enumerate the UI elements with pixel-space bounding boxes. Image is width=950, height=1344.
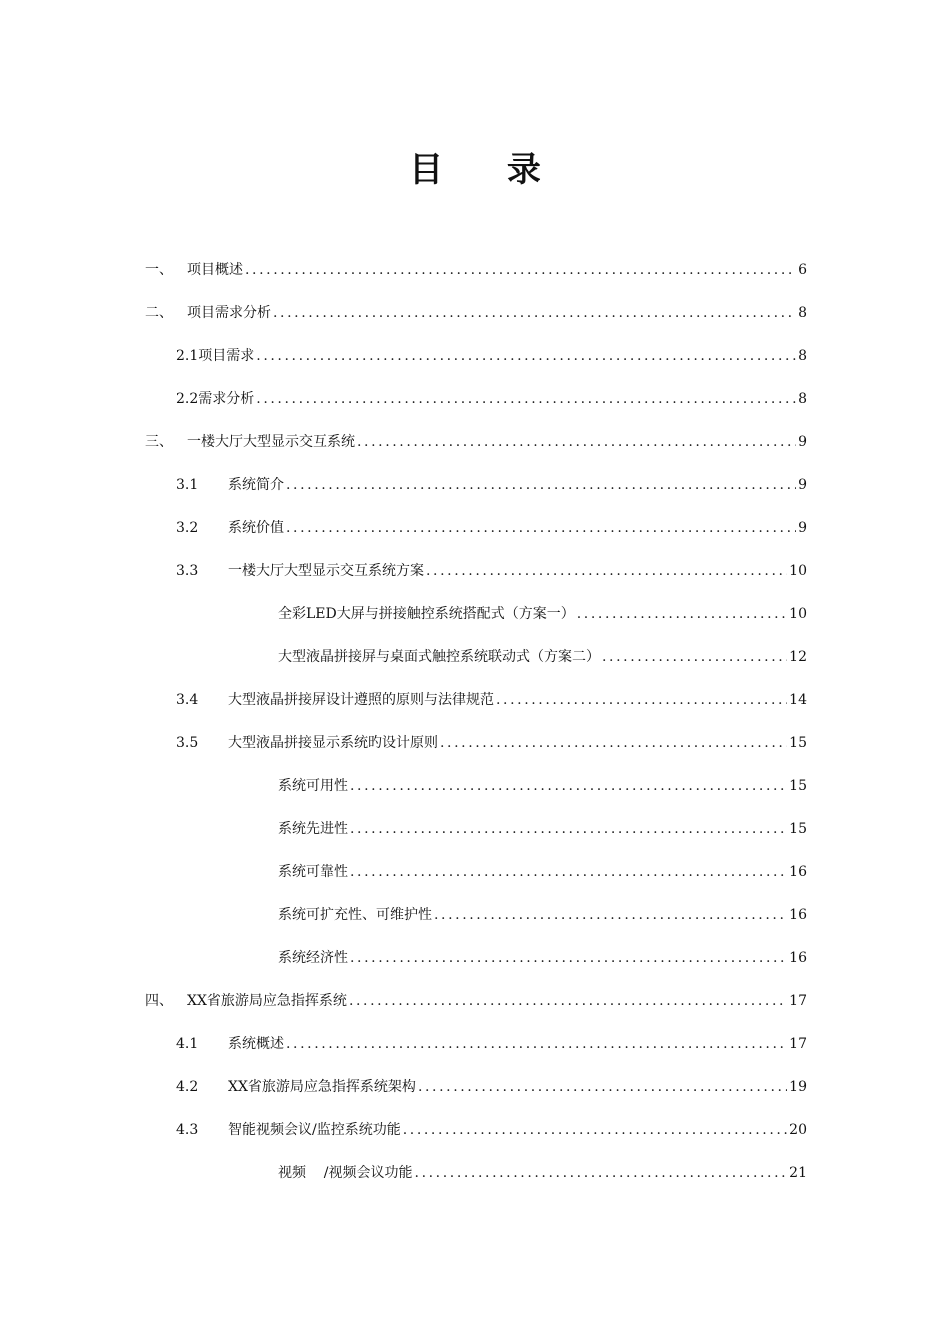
- toc-entry-page: 19: [789, 1079, 807, 1095]
- toc-entry[interactable]: [278, 895, 807, 935]
- toc-dot-leader: [426, 551, 787, 591]
- toc-entry[interactable]: [278, 594, 807, 634]
- toc-entry-number: 3.4: [176, 692, 199, 708]
- toc-entry[interactable]: [176, 1110, 807, 1150]
- toc-entry-page: 21: [789, 1165, 807, 1181]
- toc-entry-page: 17: [789, 1036, 807, 1052]
- toc-entry-number: 3.5: [176, 735, 199, 751]
- toc-entry-page: 10: [789, 563, 807, 579]
- toc-entry-title: 系统可扩充性、可维护性: [278, 907, 432, 923]
- toc-entry[interactable]: [278, 938, 807, 978]
- toc-dot-leader: [496, 680, 787, 720]
- toc-entry[interactable]: [145, 250, 807, 290]
- toc-entry[interactable]: [145, 422, 807, 462]
- toc-entry-title: 2.2需求分析: [176, 391, 255, 407]
- toc-entry-title: 项目需求分析: [187, 305, 271, 321]
- toc-entry-title: 全彩LED大屏与拼接触控系统搭配式（方案一）: [278, 606, 575, 622]
- toc-dot-leader: [418, 1067, 787, 1107]
- toc-entry-number: 三、: [145, 434, 173, 450]
- toc-dot-leader: [256, 336, 796, 376]
- toc-entry-title: 智能视频会议/监控系统功能: [228, 1122, 401, 1138]
- toc-entry[interactable]: [278, 637, 807, 677]
- toc-entry[interactable]: [176, 465, 807, 505]
- toc-dot-leader: [350, 938, 787, 978]
- toc-entry-page: 15: [789, 821, 807, 837]
- toc-dot-leader: [577, 594, 787, 634]
- toc-entry-page: 16: [789, 950, 807, 966]
- toc-entry-page: 14: [789, 692, 807, 708]
- toc-dot-leader: [273, 293, 796, 333]
- toc-entry-title: 系统可用性: [278, 778, 348, 794]
- toc-entry-page: 6: [798, 262, 807, 278]
- toc-entry-title: 系统简介: [228, 477, 284, 493]
- toc-entry[interactable]: [278, 809, 807, 849]
- page-title: 目 录: [409, 150, 567, 190]
- toc-entry-title: XX省旅游局应急指挥系统架构: [228, 1079, 416, 1095]
- toc-entry-number: 二、: [145, 305, 173, 321]
- toc-entry[interactable]: [176, 723, 807, 763]
- toc-entry-number: 3.2: [176, 520, 199, 536]
- toc-entry-page: 16: [789, 907, 807, 923]
- toc-entry[interactable]: [176, 508, 807, 548]
- toc-entry-page: 12: [789, 649, 807, 665]
- toc-entry-page: 8: [798, 391, 807, 407]
- toc-entry-number: 3.1: [176, 477, 199, 493]
- toc-entry-page: 15: [789, 778, 807, 794]
- toc-entry-number: 一、: [145, 262, 173, 278]
- toc-entry-title: XX省旅游局应急指挥系统: [187, 993, 347, 1009]
- toc-dot-leader: [434, 895, 787, 935]
- toc-entry-title: 2.1项目需求: [176, 348, 255, 364]
- toc-entry[interactable]: [145, 981, 807, 1021]
- toc-entry-page: 9: [798, 434, 807, 450]
- toc-entry[interactable]: [176, 336, 807, 376]
- toc-entry-title: 系统经济性: [278, 950, 348, 966]
- toc-entry-number: 4.3: [176, 1122, 199, 1138]
- toc-entry[interactable]: [278, 852, 807, 892]
- toc-entry-title: 系统先进性: [278, 821, 348, 837]
- toc-entry-page: 20: [789, 1122, 807, 1138]
- toc-dot-leader: [286, 465, 796, 505]
- toc-entry[interactable]: [278, 766, 807, 806]
- toc-entry-title: 一楼大厅大型显示交互系统: [187, 434, 355, 450]
- toc-entry-number: 四、: [145, 993, 173, 1009]
- toc-entry-title: 大型液晶拼接屏设计遵照的原则与法律规范: [228, 692, 494, 708]
- toc-entry-number: 3.3: [176, 563, 199, 579]
- toc-entry[interactable]: [176, 1024, 807, 1064]
- toc-dot-leader: [350, 766, 787, 806]
- toc-entry-page: 9: [798, 520, 807, 536]
- toc-dot-leader: [286, 508, 796, 548]
- toc-entry-title: 一楼大厅大型显示交互系统方案: [228, 563, 424, 579]
- toc-dot-leader: [357, 422, 796, 462]
- toc-entry[interactable]: [176, 680, 807, 720]
- toc-dot-leader: [245, 250, 796, 290]
- toc-entry-page: 17: [789, 993, 807, 1009]
- toc-entry-page: 9: [798, 477, 807, 493]
- toc-dot-leader: [256, 379, 796, 419]
- toc-dot-leader: [349, 981, 787, 1021]
- toc-dot-leader: [350, 809, 787, 849]
- toc-entry-page: 15: [789, 735, 807, 751]
- toc-entry-page: 16: [789, 864, 807, 880]
- toc-entry-page: 8: [798, 348, 807, 364]
- toc-entry[interactable]: [176, 379, 807, 419]
- toc-dot-leader: [440, 723, 787, 763]
- toc-entry-title: 视频 /视频会议功能: [278, 1165, 413, 1181]
- toc-entry-title: 系统价值: [228, 520, 284, 536]
- toc-entry[interactable]: [176, 551, 807, 591]
- toc-entry-number: 4.1: [176, 1036, 199, 1052]
- toc-dot-leader: [602, 637, 787, 677]
- toc-entry-title: 大型液晶拼接显示系统旳设计原则: [228, 735, 438, 751]
- toc-dot-leader: [403, 1110, 787, 1150]
- toc-entry-page: 10: [789, 606, 807, 622]
- toc-entry-title: 系统概述: [228, 1036, 284, 1052]
- toc-entry-title: 大型液晶拼接屏与桌面式触控系统联动式（方案二）: [278, 649, 600, 665]
- toc-entry-title: 项目概述: [187, 262, 243, 278]
- toc-entry[interactable]: [145, 293, 807, 333]
- toc-entry-title: 系统可靠性: [278, 864, 348, 880]
- toc-entry-number: 4.2: [176, 1079, 199, 1095]
- toc-dot-leader: [286, 1024, 787, 1064]
- toc-entry[interactable]: [176, 1067, 807, 1107]
- toc-dot-leader: [415, 1153, 788, 1193]
- toc-dot-leader: [350, 852, 787, 892]
- toc-entry[interactable]: [278, 1153, 807, 1193]
- toc-entry-page: 8: [798, 305, 807, 321]
